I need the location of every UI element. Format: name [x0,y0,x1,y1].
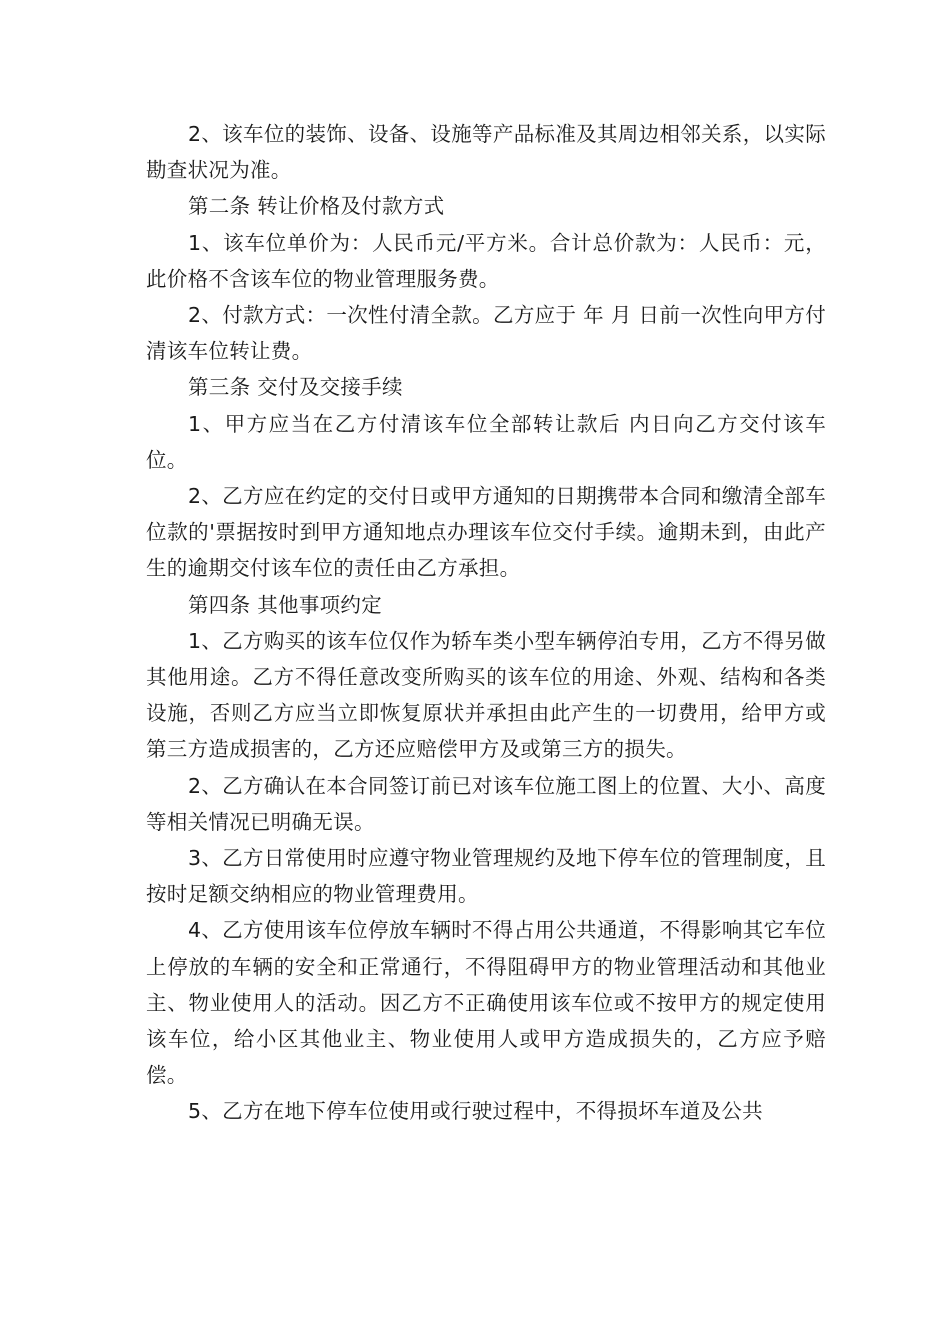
paragraph-clause-1-item-2: 2、该车位的装饰、设备、设施等产品标准及其周边相邻关系，以实际勘查状况为准。 [146,122,826,183]
document-body [146,116,826,1130]
section-heading-article-2: 第二条 转让价格及付款方式 [188,194,445,219]
paragraph-article-4-item-5: 5、乙方在地下停车位使用或行驶过程中，不得损坏车道及公共 [188,1099,763,1124]
section-heading-article-3: 第三条 交付及交接手续 [188,375,403,400]
paragraph-article-3-item-1: 1、甲方应当在乙方付清该车位全部转让款后 内日向乙方交付该车位。 [146,411,826,472]
paragraph-article-3-item-2: 2、乙方应在约定的交付日或甲方通知的日期携带本合同和缴清全部车位款的'票据按时到甲方通知地点办理该车位交付手续。逾期未到，由此产生的逾期交付该车位的责任由乙方承担。 [146,484,826,581]
section-heading-article-4: 第四条 其他事项约定 [188,592,383,617]
paragraph-article-4-item-3: 3、乙方日常使用时应遵守物业管理规约及地下停车位的管理制度，且按时足额交纳相应的物业管理费用。 [146,846,826,907]
paragraph-article-2-item-2: 2、付款方式：一次性付清全款。乙方应于 年 月 日前一次性向甲方付清该车位转让费。 [146,303,826,364]
paragraph-article-4-item-2: 2、乙方确认在本合同签订前已对该车位施工图上的位置、大小、高度等相关情况已明确无误。 [146,773,826,834]
paragraph-article-4-item-4: 4、乙方使用该车位停放车辆时不得占用公共通道，不得影响其它车位上停放的车辆的安全和正常通行，不得阻碍甲方的物业管理活动和其他业主、物业使用人的活动。因乙方不正确使用该车位或不按甲方的规定使用该车位，给小区其他业主、物业使用人或甲方造成损失的，乙方应予赔偿。 [146,918,826,1088]
paragraph-article-4-item-1: 1、乙方购买的该车位仅作为轿车类小型车辆停泊专用，乙方不得另做其他用途。乙方不得任意改变所购买的该车位的用途、外观、结构和各类设施，否则乙方应当立即恢复原状并承担由此产生的一切费用，给甲方或第三方造成损害的，乙方还应赔偿甲方及或第三方的损失。 [146,628,826,762]
paragraph-article-2-item-1: 1、该车位单价为：人民币元/平方米。合计总价款为：人民币：元，此价格不含该车位的物业管理服务费。 [146,230,826,291]
